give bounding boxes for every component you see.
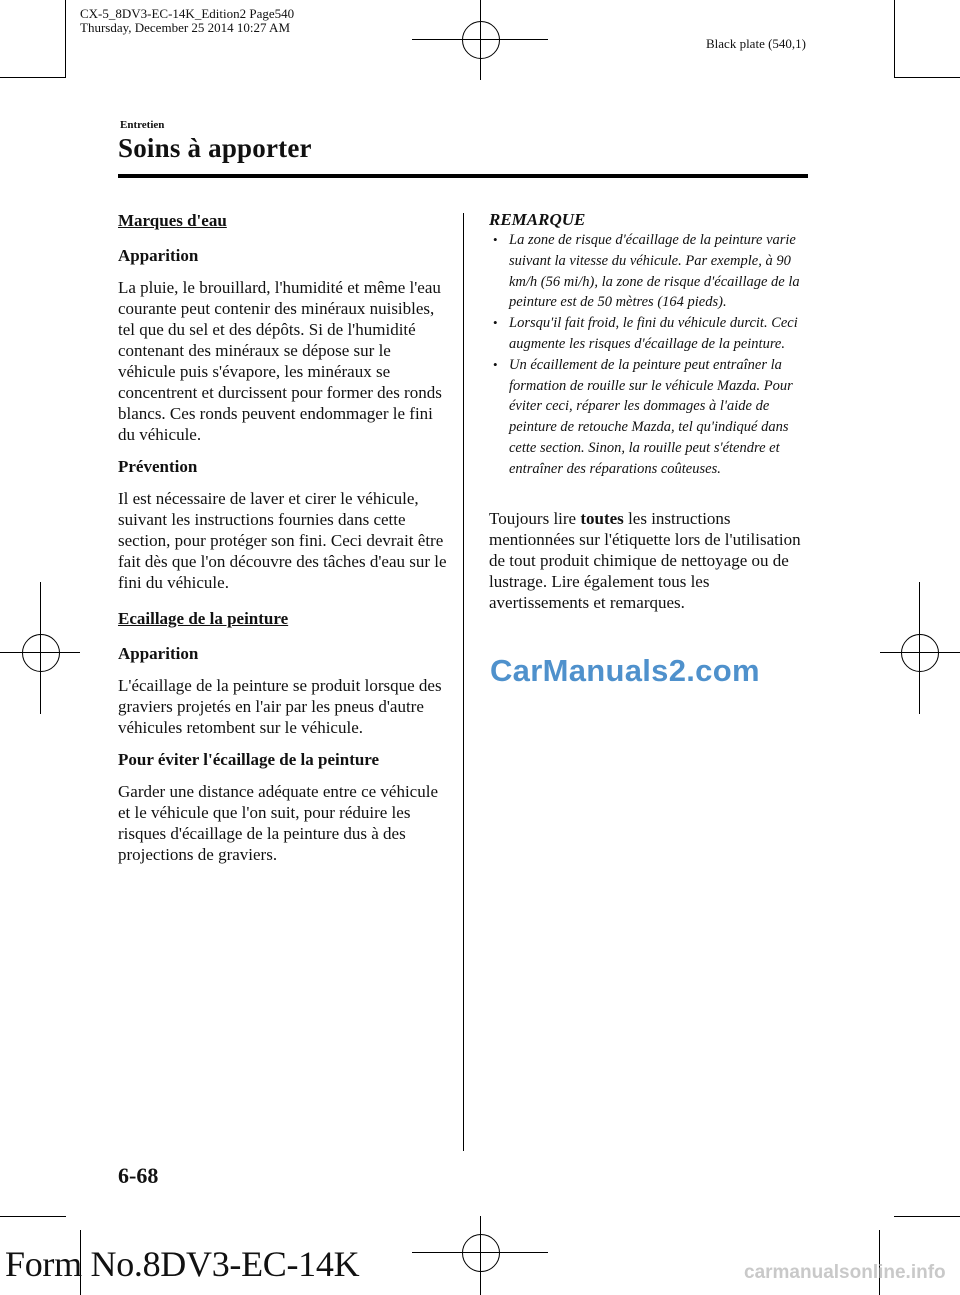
- paint-chipping-avoid-heading: Pour éviter l'écaillage de la peinture: [118, 750, 380, 769]
- watermark-footer: carmanualsonline.info: [744, 1262, 946, 1283]
- watermark-logo: CarManuals2.com: [490, 653, 760, 688]
- form-number: Form No.8DV3-EC-14K: [5, 1244, 360, 1284]
- instruction-emphasis: toutes: [580, 508, 624, 528]
- water-marks-prevention-heading: Prévention: [118, 457, 198, 476]
- water-marks-heading: Marques d'eau: [118, 211, 227, 230]
- paint-chipping-appearance-heading: Apparition: [118, 644, 199, 663]
- note-item: • La zone de risque d'écaillage de la peinture varie suivant la vitesse du véhicule. Par exemple, à 90 km/h (56 mi/h), la zone de risque d'écaillage de la peinture est de 50 mètres (164 pieds).: [489, 230, 809, 313]
- column-divider: [463, 213, 464, 1151]
- plate-info: Black plate (540,1): [706, 36, 806, 51]
- section-label: Entretien: [120, 119, 165, 131]
- left-column: [118, 210, 448, 876]
- paint-chipping-heading: Ecaillage de la peinture: [118, 609, 289, 628]
- note-list: [489, 230, 809, 480]
- note-item: • Un écaillement de la peinture peut entraîner la formation de rouille sur le véhicule Mazda. Pour éviter ceci, réparer les dommages à l'aide de peinture de retouche Mazda, tel qu'indiqué dans cette section. Sinon, la rouille peut s'étendre et entraîner des réparations coûteuses.: [489, 355, 809, 480]
- page-title: Soins à apporter: [118, 133, 312, 163]
- note-item: • Lorsqu'il fait froid, le fini du véhicule durcit. Ceci augmente les risques d'écaillage de la peinture.: [489, 313, 809, 355]
- right-column: [489, 210, 809, 630]
- instruction-paragraph: [489, 508, 809, 613]
- print-date: Thursday, December 25 2014 10:27 AM: [80, 20, 291, 35]
- title-rule: [118, 174, 808, 178]
- water-marks-prevention-text: Il est nécessaire de laver et cirer le véhicule, suivant les instructions fournies dans cette section, pour protéger son fini. Ceci devrait être fait dès que l'on découvre des tâches d'eau sur le fini du véhicule.: [118, 489, 447, 592]
- paint-chipping-avoid-text: Garder une distance adéquate entre ce véhicule et le véhicule que l'on suit, pour réduire les risques d'écaillage de la peinture dus à des projections de graviers.: [118, 782, 438, 864]
- water-marks-appearance-text: La pluie, le brouillard, l'humidité et même l'eau courante peut contenir des minéraux nuisibles, tel que du sel et des dépôts. Si de l'humidité contenant des minéraux se dépose sur le véhicule puis s'évapore, les minéraux se concentrent et durcissent pour former des ronds blancs. Ces ronds peuvent endommager le fini du véhicule.: [118, 278, 442, 444]
- file-info: CX-5_8DV3-EC-14K_Edition2 Page540: [80, 6, 295, 21]
- note-title: REMARQUE: [489, 210, 586, 229]
- paint-chipping-appearance-text: L'écaillage de la peinture se produit lorsque des graviers projetés en l'air par les pneus d'autre véhicules retombent sur le véhicule.: [118, 676, 442, 737]
- instruction-text-end: les instructions mentionnées sur l'étiquette lors de l'utilisation de tout produit chimique de nettoyage ou de lustrage. Lire également tous les avertissements et remarques.: [489, 508, 801, 612]
- water-marks-appearance-heading: Apparition: [118, 246, 199, 265]
- page-number: 6-68: [118, 1163, 159, 1188]
- instruction-text-start: Toujours lire: [489, 508, 581, 528]
